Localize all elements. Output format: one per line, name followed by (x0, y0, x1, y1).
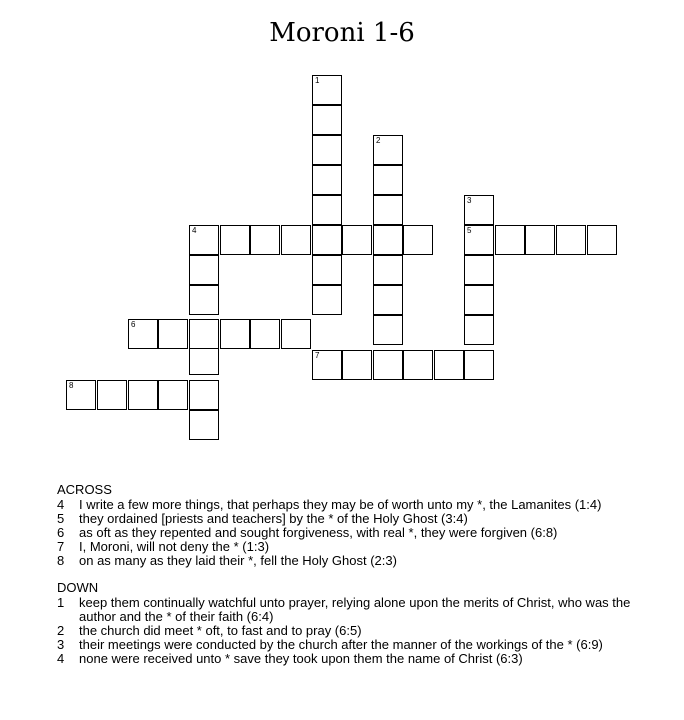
grid-cell[interactable] (189, 410, 219, 440)
clue-number: 5 (467, 226, 472, 235)
grid-cell[interactable] (281, 319, 311, 349)
down-clue: 2 the church did meet * oft, to fast and to pray (6:5) (57, 623, 362, 638)
grid-cell[interactable] (189, 225, 219, 255)
across-clue: 4 I write a few more things, that perhaps they may be of worth unto my *, the Lamanites (1:4) (57, 497, 602, 512)
puzzle-title: Moroni 1-6 (269, 18, 415, 48)
grid-cell[interactable] (312, 165, 342, 195)
grid-cell[interactable] (312, 135, 342, 165)
clue-number: 1 (315, 76, 320, 85)
grid-cell[interactable] (158, 319, 188, 349)
down-heading: DOWN (57, 580, 99, 595)
grid-cell[interactable] (312, 75, 342, 105)
grid-cell[interactable] (464, 195, 494, 225)
grid-cell[interactable] (97, 380, 127, 410)
grid-cell[interactable] (189, 380, 219, 410)
across-clue: 7 I, Moroni, will not deny the * (1:3) (57, 539, 270, 554)
grid-cell[interactable] (189, 285, 219, 315)
grid-cell[interactable] (128, 319, 158, 349)
grid-cell[interactable] (66, 380, 96, 410)
grid-cell[interactable] (464, 225, 494, 255)
grid-cell[interactable] (312, 255, 342, 285)
grid-cell[interactable] (373, 285, 403, 315)
grid-cell[interactable] (312, 225, 342, 255)
grid-cell[interactable] (158, 380, 188, 410)
grid-cell[interactable] (189, 255, 219, 285)
grid-cell[interactable] (373, 165, 403, 195)
grid-cell[interactable] (220, 225, 250, 255)
grid-cell[interactable] (250, 225, 280, 255)
grid-cell[interactable] (373, 350, 403, 380)
grid-cell[interactable] (250, 319, 280, 349)
grid-cell[interactable] (403, 225, 433, 255)
grid-cell[interactable] (189, 319, 219, 349)
clue-number: 4 (192, 226, 197, 235)
grid-cell[interactable] (464, 350, 494, 380)
grid-cell[interactable] (373, 135, 403, 165)
grid-cell[interactable] (587, 225, 617, 255)
grid-cell[interactable] (312, 105, 342, 135)
grid-cell[interactable] (464, 315, 494, 345)
grid-cell[interactable] (342, 350, 372, 380)
across-heading: ACROSS (57, 482, 112, 497)
grid-cell[interactable] (373, 225, 403, 255)
grid-cell[interactable] (495, 225, 525, 255)
clue-number: 7 (315, 351, 320, 360)
clue-number: 6 (131, 320, 136, 329)
grid-cell[interactable] (312, 350, 342, 380)
grid-cell[interactable] (373, 315, 403, 345)
across-clue: 8 on as many as they laid their *, fell the Holy Ghost (2:3) (57, 553, 397, 568)
across-clue: 6 as oft as they repented and sought forgiveness, with real *, they were forgiven (6:8) (57, 525, 558, 540)
grid-cell[interactable] (464, 285, 494, 315)
down-clue: 1 keep them continually watchful unto prayer, relying alone upon the merits of Christ, who was the author and the * of their faith (6:4) (57, 595, 631, 624)
grid-cell[interactable] (312, 195, 342, 225)
down-clue: 4 none were received unto * save they took upon them the name of Christ (6:3) (57, 651, 523, 666)
clue-number: 3 (467, 196, 472, 205)
down-clue: 3 their meetings were conducted by the church after the manner of the workings of the * (6:9) (57, 637, 603, 652)
grid-cell[interactable] (220, 319, 250, 349)
grid-cell[interactable] (403, 350, 433, 380)
grid-cell[interactable] (373, 255, 403, 285)
grid-cell[interactable] (525, 225, 555, 255)
grid-cell[interactable] (128, 380, 158, 410)
clue-number: 2 (376, 136, 381, 145)
grid-cell[interactable] (434, 350, 464, 380)
grid-cell[interactable] (373, 195, 403, 225)
grid-cell[interactable] (312, 285, 342, 315)
clue-number: 8 (69, 381, 74, 390)
clue-list (57, 483, 657, 666)
grid-cell[interactable] (342, 225, 372, 255)
grid-cell[interactable] (281, 225, 311, 255)
grid-cell[interactable] (556, 225, 586, 255)
grid-cell[interactable] (189, 345, 219, 375)
grid-cell[interactable] (464, 255, 494, 285)
across-clue: 5 they ordained [priests and teachers] by the * of the Holy Ghost (3:4) (57, 511, 468, 526)
